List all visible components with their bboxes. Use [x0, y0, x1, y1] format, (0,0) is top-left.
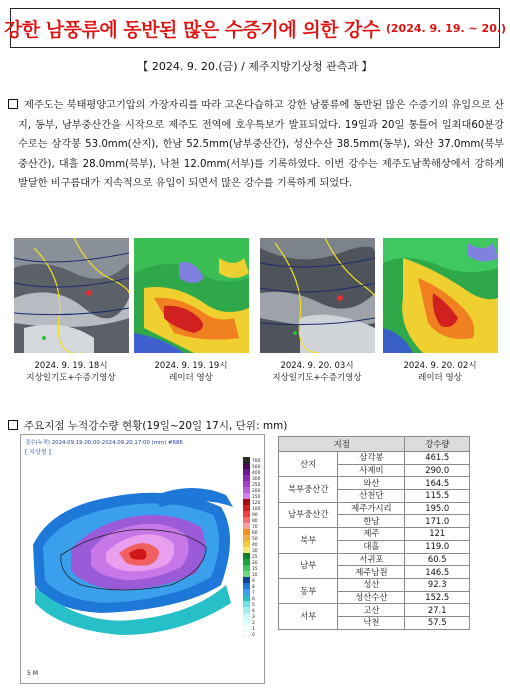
- rainfall-table: [278, 436, 470, 630]
- photo-caption-3: [252, 360, 382, 384]
- photo-caption-date-1: 2024. 9. 19. 18시: [34, 361, 108, 371]
- summary-section: [8, 96, 504, 194]
- image-strip: [0, 238, 510, 388]
- legend-label: 4: [252, 609, 255, 614]
- table-row: [279, 578, 470, 591]
- legend-label: 50: [252, 537, 258, 542]
- weather-chart-image-2: [260, 238, 375, 353]
- legend-swatch: [243, 565, 250, 571]
- legend-label: 30: [252, 549, 258, 554]
- station-cell: 고산: [338, 604, 405, 617]
- region-cell: 서부: [279, 604, 338, 629]
- value-cell: 171.0: [405, 515, 470, 528]
- photo-caption-desc-4: 레이더 영상: [418, 373, 462, 383]
- station-cell: 제주가시리: [338, 502, 405, 515]
- region-cell: 남부중산간: [279, 502, 338, 527]
- legend-swatch: [243, 625, 250, 631]
- region-cell: 남부: [279, 553, 338, 578]
- map-legend-tag: [ 지상청 ]: [25, 449, 51, 456]
- legend-label: 20: [252, 561, 258, 566]
- photo-caption-4: [375, 360, 505, 384]
- radar-graphic-1: [134, 238, 249, 353]
- legend-swatch: [243, 487, 250, 493]
- legend-label: 8: [252, 585, 255, 590]
- page-title: 강한 남풍류에 동반된 많은 수증기에 의한 강수: [3, 18, 380, 41]
- station-cell: 대흘: [338, 540, 405, 553]
- legend-label: 15: [252, 567, 258, 572]
- legend-swatch: [243, 619, 250, 625]
- legend-label: 6: [252, 597, 255, 602]
- section-rainfall-heading: [8, 418, 287, 433]
- legend-label: 0: [252, 633, 255, 638]
- station-cell: 성산수산: [338, 591, 405, 604]
- legend-label: 10: [252, 573, 258, 578]
- legend-label: 400: [252, 471, 261, 476]
- legend-swatch: [243, 553, 250, 559]
- region-cell: 동부: [279, 578, 338, 603]
- legend-label: 3: [252, 615, 255, 620]
- legend-label: 200: [252, 489, 261, 494]
- station-cell: 서귀포: [338, 553, 405, 566]
- legend-label: 100: [252, 507, 261, 512]
- summary-paragraph: [8, 96, 504, 194]
- value-cell: 92.3: [405, 578, 470, 591]
- legend-swatch: [243, 583, 250, 589]
- legend-label: 90: [252, 513, 258, 518]
- value-cell: 119.0: [405, 540, 470, 553]
- value-cell: 27.1: [405, 604, 470, 617]
- table-header-row: [279, 437, 470, 452]
- table-row: [279, 553, 470, 566]
- legend-label: 5: [252, 603, 255, 608]
- legend-label: 700: [252, 459, 261, 464]
- legend-label: 120: [252, 501, 261, 506]
- value-cell: 57.5: [405, 616, 470, 629]
- legend-label: 300: [252, 477, 261, 482]
- table-row: [279, 604, 470, 617]
- table-row: [279, 528, 470, 541]
- photo-caption-date-4: 2024. 9. 20. 02시: [403, 361, 477, 371]
- weather-chart-image-1: [14, 238, 129, 353]
- legend-label: 25: [252, 555, 258, 560]
- section-rainfall-title: 주요지점 누적강수량 현황(19일~20일 17시, 단위: mm): [24, 420, 288, 432]
- map-legend-labels: [252, 458, 261, 638]
- legend-label: 2: [252, 621, 255, 626]
- value-cell: 290.0: [405, 464, 470, 477]
- legend-label: 70: [252, 525, 258, 530]
- value-cell: 115.5: [405, 490, 470, 503]
- station-cell: 한남: [338, 515, 405, 528]
- legend-swatch: [243, 493, 250, 499]
- title-box: [3, 8, 507, 48]
- legend-swatch: [243, 613, 250, 619]
- map-scale-label: 5 M: [27, 670, 38, 677]
- table-row: [279, 452, 470, 465]
- map-legend-bar: [243, 457, 250, 637]
- legend-swatch: [243, 463, 250, 469]
- title-date: (2024. 9. 19. ~ 20.): [385, 21, 507, 35]
- legend-swatch: [243, 589, 250, 595]
- station-cell: 산천단: [338, 490, 405, 503]
- legend-swatch: [243, 499, 250, 505]
- legend-label: 250: [252, 483, 261, 488]
- legend-swatch: [243, 631, 250, 637]
- legend-label: 7: [252, 591, 255, 596]
- legend-swatch: [243, 517, 250, 523]
- legend-swatch: [243, 541, 250, 547]
- photo-caption-desc-2: 레이더 영상: [169, 373, 213, 383]
- radar-image-2: [383, 238, 498, 353]
- rainfall-map: [20, 434, 265, 684]
- table-row: [279, 502, 470, 515]
- value-cell: 146.5: [405, 566, 470, 579]
- legend-swatch: [243, 601, 250, 607]
- photo-caption-desc-3: 지상일기도+수증기영상: [272, 373, 362, 383]
- legend-label: 40: [252, 543, 258, 548]
- legend-swatch: [243, 505, 250, 511]
- table-row: [279, 477, 470, 490]
- legend-swatch: [243, 577, 250, 583]
- legend-label: 1: [252, 627, 255, 632]
- photo-caption-date-2: 2024. 9. 19. 19시: [154, 361, 228, 371]
- station-cell: 제주남원: [338, 566, 405, 579]
- legend-label: 80: [252, 519, 258, 524]
- rainfall-map-graphic: [21, 435, 264, 683]
- legend-swatch: [243, 475, 250, 481]
- station-cell: 제주: [338, 528, 405, 541]
- value-cell: 152.5: [405, 591, 470, 604]
- value-cell: 60.5: [405, 553, 470, 566]
- legend-label: 60: [252, 531, 258, 536]
- photo-caption-desc-1: 지상일기도+수증기영상: [26, 373, 116, 383]
- value-cell: 164.5: [405, 477, 470, 490]
- legend-label: 500: [252, 465, 261, 470]
- weather-chart-graphic-1: [14, 238, 129, 353]
- legend-swatch: [243, 523, 250, 529]
- legend-swatch: [243, 529, 250, 535]
- legend-swatch: [243, 457, 250, 463]
- photo-caption-1: [6, 360, 136, 384]
- region-cell: 북부: [279, 528, 338, 553]
- legend-label: 9: [252, 579, 255, 584]
- radar-image-1: [134, 238, 249, 353]
- map-header: 강수(누적) 2024.09.19.00:00-2024.09.20.17:00 (mm) #686: [25, 440, 183, 446]
- photo-caption-2: [126, 360, 256, 384]
- square-bullet-icon: [8, 99, 18, 109]
- station-cell: 낙천: [338, 616, 405, 629]
- legend-swatch: [243, 571, 250, 577]
- issuer-line: 【 2024. 9. 20.(금) / 제주지방기상청 관측과 】: [137, 60, 373, 73]
- station-cell: 사제비: [338, 464, 405, 477]
- region-cell: 북부중산간: [279, 477, 338, 502]
- legend-label: 150: [252, 495, 261, 500]
- radar-graphic-2: [383, 238, 498, 353]
- summary-text: 제주도는 북태평양고기압의 가장자리를 따라 고온다습하고 강한 남풍류에 동반된 많은 수증기의 유입으로 산지, 동부, 남부중산간을 시작으로 제주도 전역에 호우특보가 발표되었다. 19일과 20일 통틀어 일최대60분강수로는 삼각봉 53.0mm(산지), 한남 52.5mm(남부중산간), 성산수산 38.5mm(동부), 와산 37.0mm(북부중산간), 대흘 28.0mm(북부), 낙천 12.0mm(서부)를 기록하였다. 이번 강수는 제주도남쪽해상에서 강하게 발달한 비구름대가 지속적으로 유입이 되면서 많은 강수를 기록하게 되었다.: [18, 100, 504, 189]
- legend-swatch: [243, 607, 250, 613]
- square-bullet-icon: [8, 420, 18, 430]
- station-cell: 와산: [338, 477, 405, 490]
- value-cell: 121: [405, 528, 470, 541]
- station-cell: 성산: [338, 578, 405, 591]
- table-header-station: 지점: [279, 437, 405, 452]
- legend-swatch: [243, 559, 250, 565]
- legend-swatch: [243, 535, 250, 541]
- value-cell: 195.0: [405, 502, 470, 515]
- photo-caption-date-3: 2024. 9. 20. 03시: [280, 361, 354, 371]
- region-cell: 산지: [279, 452, 338, 477]
- legend-swatch: [243, 481, 250, 487]
- legend-swatch: [243, 595, 250, 601]
- value-cell: 461.5: [405, 452, 470, 465]
- weather-chart-graphic-2: [260, 238, 375, 353]
- legend-swatch: [243, 547, 250, 553]
- table-header-value: 강수량: [405, 437, 470, 452]
- legend-swatch: [243, 511, 250, 517]
- station-cell: 삼각봉: [338, 452, 405, 465]
- legend-swatch: [243, 469, 250, 475]
